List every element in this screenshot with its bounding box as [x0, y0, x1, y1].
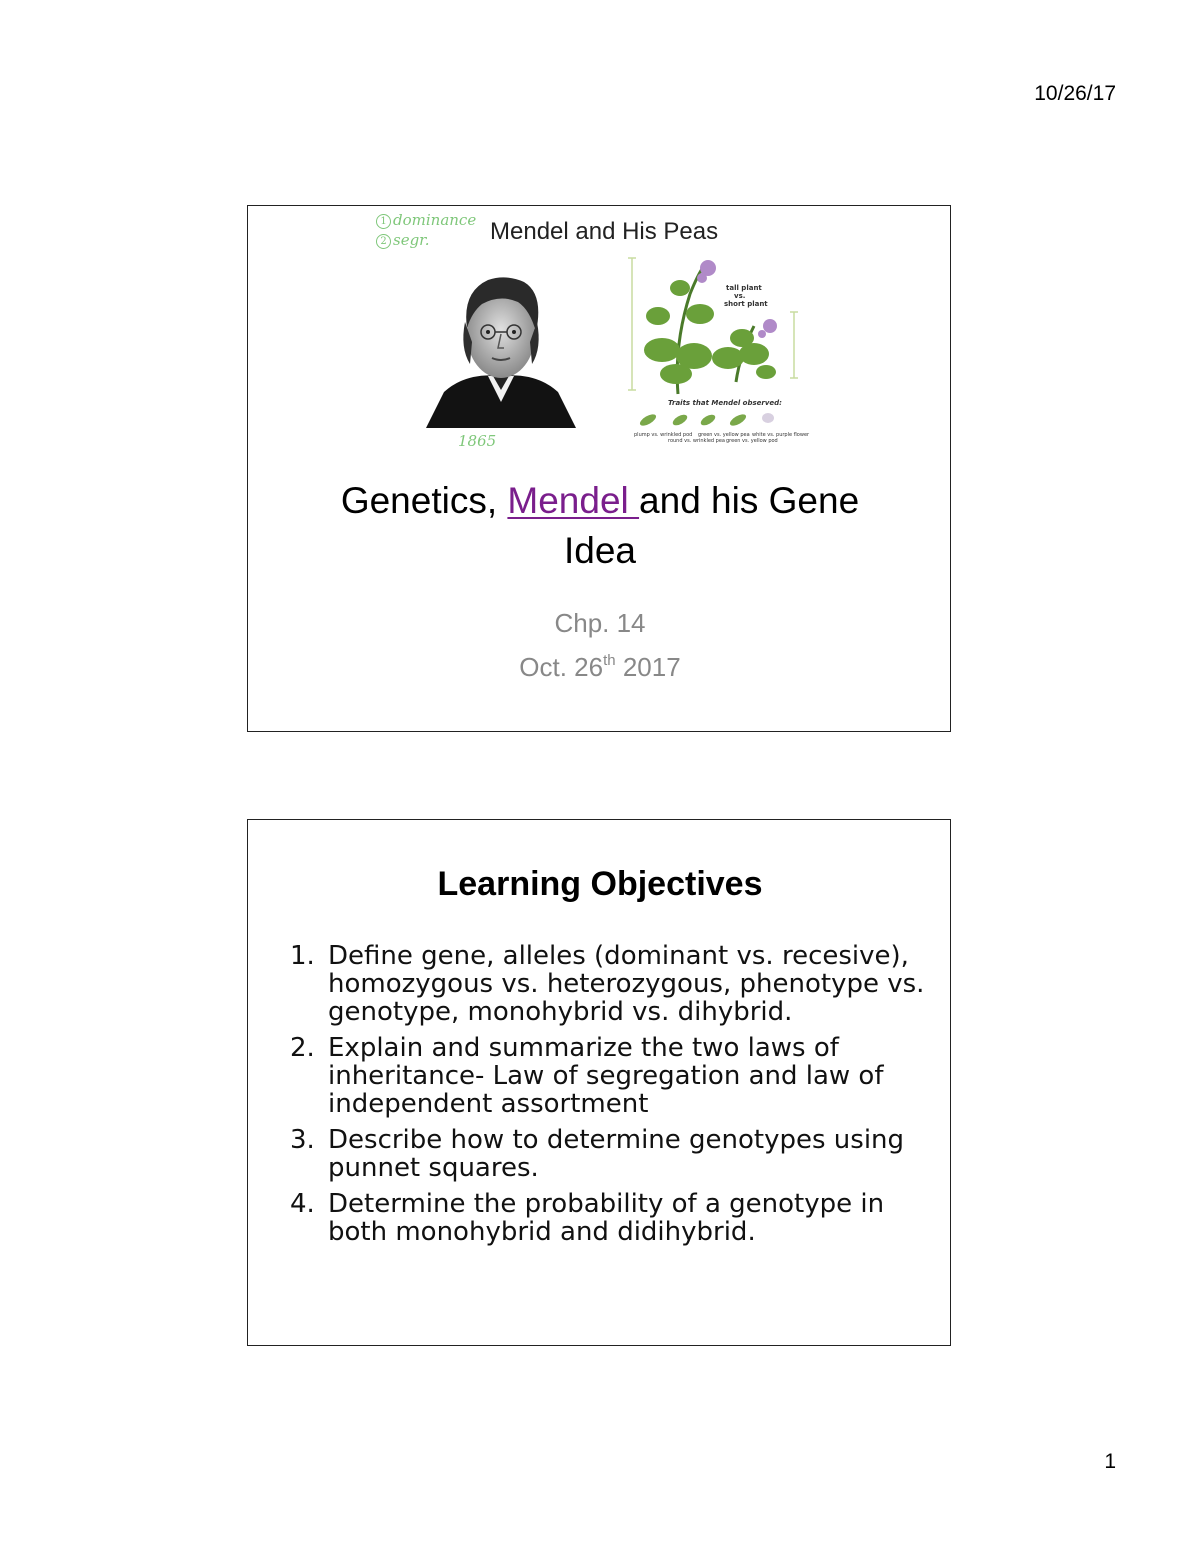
date-year: 2017 — [615, 652, 681, 682]
objective-text: Define gene, alleles (dominant vs. recesive), homozygous vs. heterozygous, phenotype vs. genotype, monohybrid vs. dihybrid. — [328, 941, 925, 1027]
title-line-2: Idea — [563, 530, 636, 571]
page-number: 1 — [1104, 1450, 1116, 1473]
slide-main-title — [248, 476, 952, 576]
mendel-portrait-image — [426, 272, 576, 428]
title-highlight-mendel: Mendel — [507, 480, 640, 521]
lecture-date — [248, 652, 952, 683]
objective-text: Explain and summarize the two laws of inheritance- Law of segregation and law of independent assortment — [328, 1033, 884, 1119]
trait-label: round vs. wrinkled pea — [668, 438, 725, 444]
inner-slide-title: Mendel and His Peas — [490, 218, 719, 245]
objective-number: 3. — [290, 1125, 315, 1155]
objective-number: 4. — [290, 1189, 315, 1219]
trait-label: green vs. yellow pod — [726, 438, 778, 444]
objective-number: 1. — [290, 941, 315, 971]
page-date: 10/26/17 — [1034, 82, 1116, 105]
date-ordinal: th — [603, 652, 616, 669]
label-short-plant: short plant — [724, 300, 768, 308]
label-vs: vs. — [734, 292, 746, 300]
circled-number: 1 — [376, 214, 391, 229]
handnote-dominance: dominance — [393, 211, 477, 229]
objective-item — [290, 1034, 930, 1118]
handwritten-year-note: 1865 — [458, 432, 497, 450]
title-text: Genetics, — [340, 480, 508, 521]
objective-item — [290, 942, 930, 1026]
objectives-list — [290, 942, 930, 1254]
handwritten-note — [376, 210, 476, 250]
trait-label: plump vs. wrinkled pod — [634, 432, 693, 438]
trait-label: white vs. purple flower — [752, 432, 810, 438]
label-tall-plant: tall plant — [726, 284, 762, 292]
objective-text: Determine the probability of a genotype in both monohybrid and didihybrid. — [328, 1189, 885, 1247]
circled-number: 2 — [376, 234, 391, 249]
objectives-title: Learning Objectives — [437, 865, 763, 903]
objective-text: Describe how to determine genotypes using punnet squares. — [328, 1125, 905, 1183]
pea-plant-illustration — [628, 254, 818, 454]
objective-item — [290, 1126, 930, 1182]
chapter-label: Chp. 14 — [554, 608, 646, 638]
slide-learning-objectives — [247, 819, 951, 1346]
traits-caption: Traits that Mendel observed: — [668, 399, 782, 407]
slide-title-mendel — [247, 205, 951, 732]
title-text: and his Gene — [639, 480, 860, 521]
objective-number: 2. — [290, 1033, 315, 1063]
handnote-segregation: segr. — [393, 231, 430, 249]
objective-item — [290, 1190, 930, 1246]
date-prefix: Oct. 26 — [519, 652, 604, 682]
trait-label: green vs. yellow pea — [698, 432, 750, 438]
